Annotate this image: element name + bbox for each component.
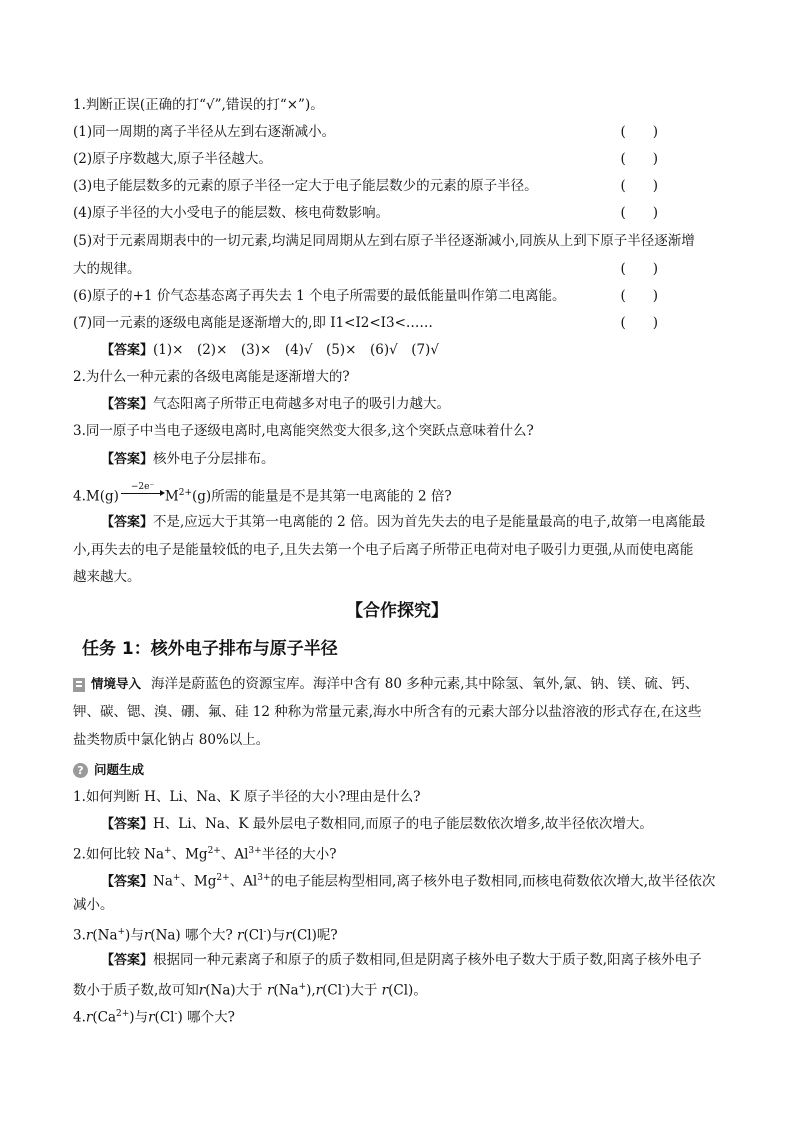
p3-answer-2: 数小于质子数,故可知r(Na)大于 r(Na+),r(Cl-)大于 r(Cl)。 xyxy=(73,982,427,999)
q4-answer-3: 越来越大。 xyxy=(73,569,141,585)
p2-question: 2.如何比较 Na+、$Mg^{2+}$、$Al^{3+}$半径的大小? xyxy=(73,846,337,863)
scene-line-3: 盐类物质中氯化钠占 80%以上。 xyxy=(73,732,270,748)
scene-icon xyxy=(73,678,85,692)
q1-item-5: (5)对于元素周期表中的一切元素,均满足同周期从左到右原子半径逐渐减小,同族从上到下原子半径逐渐增 xyxy=(73,233,695,249)
q4-answer-2: 小,再失去的电子是能量较低的电子,且失去第一个电子后离子所带正电荷对电子吸引力更强,从而使电离能 xyxy=(73,542,694,558)
q1-item-4: (4)原子半径的大小受电子的能层数、核电荷数影响。 ( ) xyxy=(73,205,658,221)
q1-item-2: (2)原子序数越大,原子半径越大。 ( ) xyxy=(73,151,658,167)
task-title: 任务 1：核外电子排布与原子半径 xyxy=(82,639,338,659)
p4-question: $4.r(Ca^{2+})$与r(Cl-) 哪个大? xyxy=(73,1009,235,1026)
q1-item-1: (1)同一周期的离子半径从左到右逐渐减小。 ( ) xyxy=(73,124,658,140)
p2-answer-2: 减小。 xyxy=(73,897,114,913)
q4-question: 4.M(g) −2e⁻ $M^{2+}(g)$所需的能量是不是其第一电离能的 2 倍? xyxy=(73,482,452,505)
section-title: 【合作探究】 xyxy=(346,601,448,621)
q3-answer: 【答案】核外电子分层排布。 xyxy=(101,451,275,467)
q2-question: 2.为什么一种元素的各级电离能是逐渐增大的? xyxy=(73,369,350,385)
q1-item-6: (6)原子的+1 价气态基态离子再失去 1 个电子所需要的最低能量叫作第二电离能。 ( ) xyxy=(73,288,658,304)
q3-question: 3.同一原子中当电子逐级电离时,电离能突然变大很多,这个突跃点意味着什么? xyxy=(73,423,534,439)
q1-answer: 【答案】(1)× (2)× (3)× (4)√ (5)× (6)√ (7)√ xyxy=(101,342,439,358)
q1-item-5-cont: 大的规律。 ( ) xyxy=(73,261,658,277)
scene-line-2: 钾、碳、锶、溴、硼、氟、硅 12 种称为常量元素,海水中所含有的元素大部分以盐溶液的形式存在,在这些 xyxy=(73,704,702,720)
problem-label-row: ? 问题生成 xyxy=(73,760,730,780)
p3-answer-1: 【答案】根据同一种元素离子和原子的质子数相同,但是阴离子核外电子数大于质子数,阳离子核外电子 xyxy=(101,952,702,968)
p1-answer: 【答案】H、Li、Na、K 最外层电子数相同,而原子的电子能层数依次增多,故半径依次增大。 xyxy=(101,816,653,832)
q4-answer-1: 【答案】不是,应远大于其第一电离能的 2 倍。因为首先失去的电子是能量最高的电子,故第一电离能最 xyxy=(101,514,706,530)
question-icon: ? xyxy=(73,763,88,778)
reaction-arrow-icon: −2e⁻ xyxy=(119,483,165,503)
p1-question: 1.如何判断 H、Li、Na、K 原子半径的大小?理由是什么? xyxy=(73,789,421,805)
q1-intro: 1.判断正误(正确的打“√”,错误的打“×”)。 xyxy=(73,97,324,113)
q1-item-3: (3)电子能层数多的元素的原子半径一定大于电子能层数少的元素的原子半径。 ( ) xyxy=(73,178,658,194)
p3-question: 3.r(Na+)与r(Na) 哪个大? r(Cl-)与r(Cl)呢? xyxy=(73,927,338,944)
q2-answer: 【答案】气态阳离子所带正电荷越多对电子的吸引力越大。 xyxy=(101,396,451,412)
q1-item-7: (7)同一元素的逐级电离能是逐渐增大的,即 I1<I2<I3<…… ( ) xyxy=(73,315,658,331)
p2-answer-1: 【答案】Na+、$Mg^{2+}$、$Al^{3+}$的电子能层构型相同,离子核外电子数相同,而核电荷数依次增大,故半径依次 xyxy=(101,873,716,890)
scene-line-1: 情境导入 海洋是蔚蓝色的资源宝库。海洋中含有 80 多种元素,其中除氢、氧外,氯、钠、镁、硫、钙、 xyxy=(73,674,730,694)
